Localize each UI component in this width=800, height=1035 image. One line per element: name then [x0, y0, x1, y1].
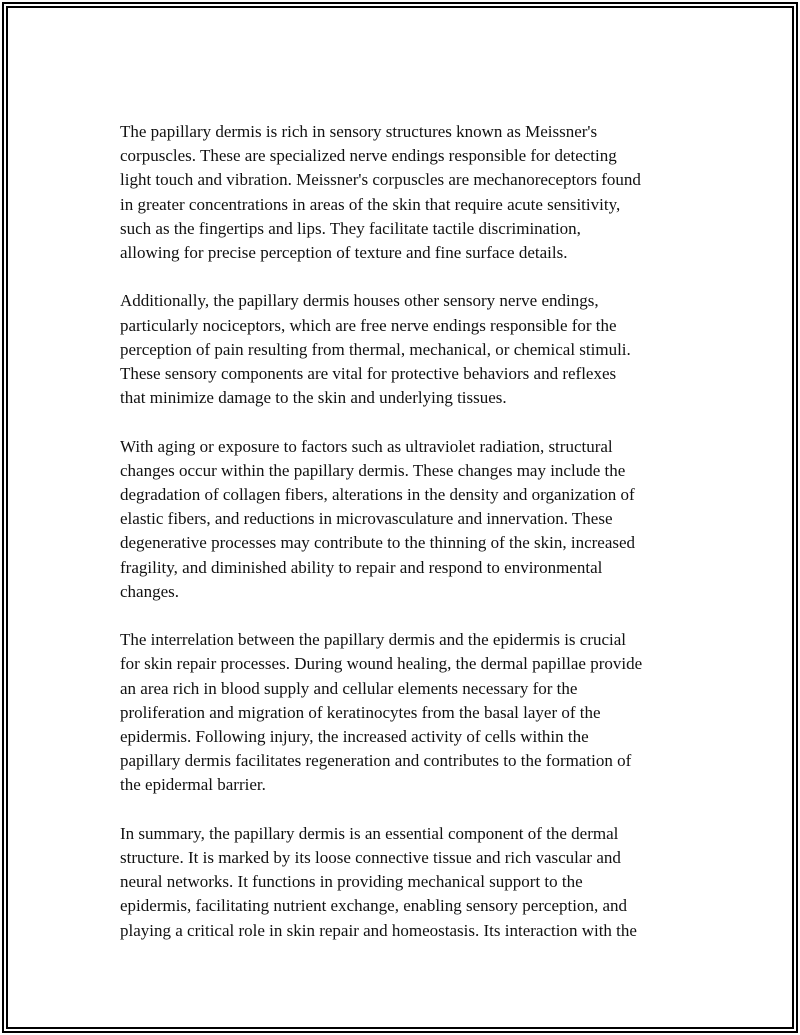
text-line: degenerative processes may contribute to the thinning of the skin, increased [120, 533, 636, 553]
text-line: These sensory components are vital for protective behaviors and reflexes [120, 364, 617, 384]
text-line: playing a critical role in skin repair and homeostasis. Its interaction with the [120, 920, 637, 940]
page-frame [6, 6, 794, 1029]
text-line: for skin repair processes. During wound healing, the dermal papillae provide [120, 654, 643, 674]
text-line: neural networks. It functions in providing mechanical support to the [120, 872, 583, 892]
text-line: epidermis, facilitating nutrient exchange, enabling sensory perception, and [120, 896, 627, 916]
text-line: fragility, and diminished ability to repair and respond to environmental [120, 557, 603, 577]
text-line: changes occur within the papillary dermis. These changes may include the [120, 460, 626, 480]
text-line: corpuscles. These are specialized nerve endings responsible for detecting [120, 146, 617, 166]
text-line: proliferation and migration of keratinocytes from the basal layer of the [120, 702, 601, 722]
document-body [120, 120, 700, 967]
paragraph-skin-repair [120, 628, 700, 797]
text-line: that minimize damage to the skin and underlying tissues. [120, 388, 507, 408]
text-line: In summary, the papillary dermis is an essential component of the dermal [120, 823, 619, 843]
text-line: an area rich in blood supply and cellular elements necessary for the [120, 678, 578, 698]
text-line: elastic fibers, and reductions in microvasculature and innervation. These [120, 509, 613, 529]
paragraph-summary [120, 822, 700, 943]
text-line: particularly nociceptors, which are free nerve endings responsible for the [120, 315, 617, 335]
text-line: Additionally, the papillary dermis houses other sensory nerve endings, [120, 291, 599, 311]
text-line: in greater concentrations in areas of the skin that require acute sensitivity, [120, 194, 621, 214]
paragraph-meissner-corpuscles [120, 120, 700, 265]
text-line: the epidermal barrier. [120, 775, 266, 795]
text-line: With aging or exposure to factors such as ultraviolet radiation, structural [120, 436, 613, 456]
text-line: light touch and vibration. Meissner's corpuscles are mechanoreceptors found [120, 170, 641, 190]
text-line: papillary dermis facilitates regeneration and contributes to the formation of [120, 751, 632, 771]
text-line: The interrelation between the papillary dermis and the epidermis is crucial [120, 630, 627, 650]
paragraph-aging-changes [120, 435, 700, 604]
paragraph-nociceptors [120, 289, 700, 410]
text-line: epidermis. Following injury, the increased activity of cells within the [120, 727, 589, 747]
text-line: changes. [120, 581, 180, 601]
text-line: structure. It is marked by its loose connective tissue and rich vascular and [120, 848, 621, 868]
text-line: The papillary dermis is rich in sensory structures known as Meissner's [120, 122, 598, 141]
text-line: degradation of collagen fibers, alterations in the density and organization of [120, 485, 635, 505]
text-line: allowing for precise perception of texture and fine surface details. [120, 243, 568, 263]
text-line: such as the fingertips and lips. They facilitate tactile discrimination, [120, 218, 581, 238]
text-line: perception of pain resulting from thermal, mechanical, or chemical stimuli. [120, 339, 631, 359]
